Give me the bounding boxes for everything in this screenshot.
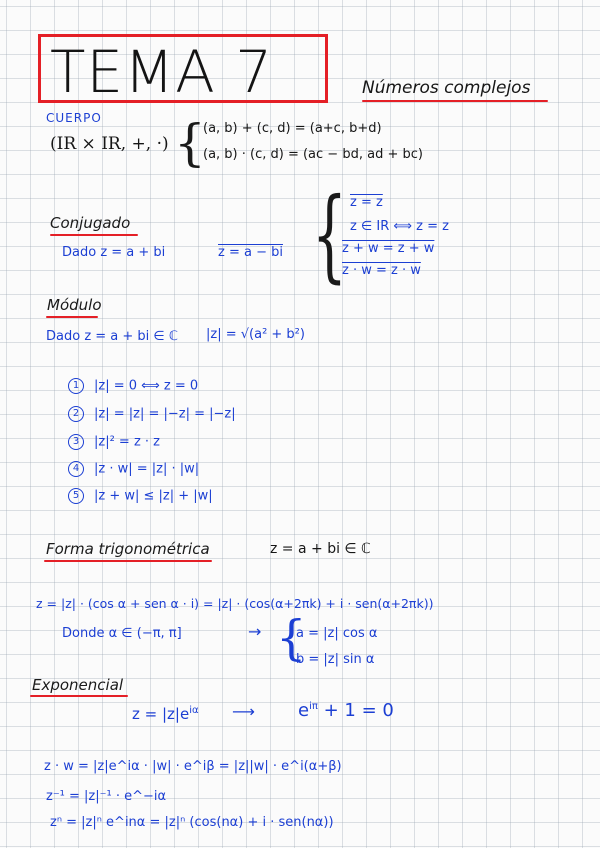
euler-exponent: iπ: [309, 701, 318, 712]
subtitle-underline: [362, 100, 548, 102]
conjugado-underline: [50, 234, 138, 236]
modulo-prop-3: [68, 434, 160, 450]
prop-number: 1: [68, 378, 84, 394]
page-title: TEMA 7: [50, 38, 274, 106]
prop-text: |z|² = z · z: [94, 434, 160, 450]
prop-text: |z| = 0 ⟺ z = 0: [94, 378, 199, 394]
prop-text: |z + w| ≤ |z| + |w|: [94, 488, 213, 504]
conjugado-prop-4: z · w = z · w: [342, 263, 421, 278]
prop-text: |z| = |z| = |−z| = |−z|: [94, 406, 236, 422]
cuerpo-label: CUERPO: [46, 111, 102, 125]
conjugado-prop-3: z + w = z + w: [342, 241, 435, 256]
exp-form-base: z = |z|e: [132, 705, 190, 723]
conjugado-prop-1: z = z: [350, 195, 383, 210]
cuerpo-product: (a, b) · (c, d) = (ac − bd, ad + bc): [203, 147, 423, 162]
trig-b: b = |z| sin α: [296, 652, 375, 667]
conjugado-definition: Dado z = a + bi: [62, 245, 166, 260]
modulo-prop-5: [68, 488, 213, 504]
exp-arrow: ⟶: [232, 702, 255, 721]
prop-number: 2: [68, 406, 84, 422]
cuerpo-brace: {: [174, 114, 206, 172]
trig-heading: Forma trigonométrica: [46, 540, 210, 558]
trig-a: a = |z| cos α: [296, 626, 378, 641]
euler-identity: [298, 702, 394, 720]
exp-form-exponent: iα: [189, 705, 199, 716]
modulo-underline: [46, 316, 98, 318]
exp-line-1: z · w = |z|e^iα · |w| · e^iβ = |z||w| · e^i(α+β): [44, 759, 342, 774]
modulo-prop-1: [68, 378, 198, 394]
conjugado-brace: {: [312, 176, 347, 293]
trig-brace: {: [276, 610, 307, 666]
trig-arrow: →: [248, 622, 262, 641]
exp-form: [132, 706, 199, 722]
modulo-prop-2: [68, 406, 236, 422]
prop-number: 5: [68, 488, 84, 504]
cuerpo-set: (IR × IR, +, ·): [50, 134, 169, 154]
prop-number: 3: [68, 434, 84, 450]
conjugado-prop-2: z ∈ IR ⟺ z = z: [350, 219, 449, 234]
conjugado-formula: z = a − bi: [218, 245, 283, 260]
conjugado-heading: Conjugado: [50, 214, 131, 232]
euler-rest: + 1 = 0: [323, 700, 394, 721]
modulo-prop-4: [68, 461, 199, 477]
page-subtitle: Números complejos: [362, 78, 531, 98]
modulo-formula: |z| = √(a² + b²): [206, 327, 305, 342]
trig-donde: Donde α ∈ (−π, π]: [62, 626, 182, 641]
modulo-heading: Módulo: [47, 296, 102, 314]
trig-equation: z = |z| · (cos α + sen α · i) = |z| · (cos(α+2πk) + i · sen(α+2πk)): [36, 596, 434, 611]
exp-underline: [30, 695, 128, 697]
exp-line-3: zⁿ = |z|ⁿ e^inα = |z|ⁿ (cos(nα) + i · sen(nα)): [50, 815, 334, 830]
trig-form: z = a + bi ∈ ℂ: [270, 541, 371, 557]
trig-underline: [44, 560, 212, 562]
prop-number: 4: [68, 461, 84, 477]
euler-base: e: [298, 700, 310, 721]
modulo-definition: Dado z = a + bi ∈ ℂ: [46, 329, 178, 344]
cuerpo-sum: (a, b) + (c, d) = (a+c, b+d): [203, 121, 382, 136]
prop-text: |z · w| = |z| · |w|: [94, 461, 200, 477]
exp-heading: Exponencial: [32, 676, 124, 694]
exp-line-2: z⁻¹ = |z|⁻¹ · e^−iα: [46, 789, 167, 804]
